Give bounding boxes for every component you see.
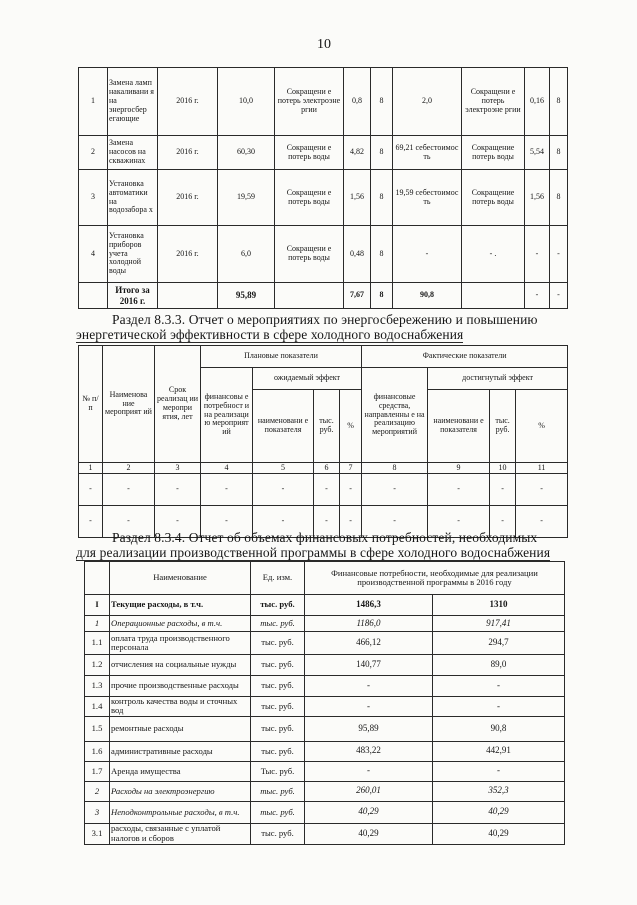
- payback: 8: [371, 68, 393, 136]
- financial-needs-table: [84, 561, 565, 845]
- total-fact-payback: -: [550, 283, 568, 309]
- table-row: [85, 761, 565, 781]
- row-fact-value: 40,29: [433, 801, 565, 823]
- row-name: ремонтные расходы: [110, 716, 251, 741]
- row-number: 2: [79, 136, 108, 170]
- heading-line-2: для реализации производственной программы в сфере холодного водоснабжения: [76, 545, 551, 560]
- total-value: 7,67: [344, 283, 371, 309]
- table-row: - - - - - - - - - - -: [79, 506, 568, 538]
- row-plan-value: 140,77: [305, 655, 433, 676]
- row-fact-value: -: [433, 676, 565, 697]
- row-number: 3: [79, 170, 108, 226]
- fact-value: -: [525, 226, 550, 283]
- value: 4,82: [344, 136, 371, 170]
- row-unit: Тыс. руб.: [251, 761, 305, 781]
- row-name: Операционные расходы, в т.ч.: [110, 616, 251, 632]
- column-numbers-row: 1 2 3 4 5 6 7 8 9 10 11: [79, 463, 568, 474]
- payback: 8: [371, 170, 393, 226]
- section-heading-8-3-3-line2: [76, 328, 463, 343]
- year: 2016 г.: [158, 136, 218, 170]
- row-unit: тыс. руб.: [251, 697, 305, 717]
- row-plan-value: 40,29: [305, 801, 433, 823]
- row-name: отчисления на социальные нужды: [110, 655, 251, 676]
- header-financial-needs: Финансовые потребности, необходимые для реализации производственной программы в 2016 году: [305, 562, 565, 595]
- fact-cost: 19,59 себестоимос ть: [393, 170, 462, 226]
- page-number: 10: [317, 37, 331, 52]
- row-name: Расходы на электроэнергию: [110, 781, 251, 801]
- row-fact-value: -: [433, 697, 565, 717]
- measure-name: Установка автоматики на водозабора х: [108, 170, 158, 226]
- row-unit: тыс. руб.: [251, 595, 305, 616]
- row-name: прочие производственные расходы: [110, 676, 251, 697]
- measure-name: Замена насосов на скважинах: [108, 136, 158, 170]
- value: 0,48: [344, 226, 371, 283]
- table-row: [79, 68, 568, 136]
- fact-cost: 69,21 себестоимос ть: [393, 136, 462, 170]
- year: 2016 г.: [158, 170, 218, 226]
- payback: 8: [371, 136, 393, 170]
- row-plan-value: -: [305, 761, 433, 781]
- measure-name: Установка приборов учета холодной воды: [108, 226, 158, 283]
- table-row: [85, 801, 565, 823]
- table-row: [85, 823, 565, 844]
- row-fact-value: 40,29: [433, 823, 565, 844]
- section-heading-8-3-4: [112, 531, 537, 545]
- measures-table: [78, 67, 568, 309]
- row-number: 1.7: [85, 761, 110, 781]
- header-unit: Ед. изм.: [251, 562, 305, 595]
- year: 2016 г.: [158, 68, 218, 136]
- table-row: [79, 136, 568, 170]
- row-plan-value: 466,12: [305, 632, 433, 655]
- row-number: 4: [79, 226, 108, 283]
- row-fact-value: 352,3: [433, 781, 565, 801]
- row-number: 1.1: [85, 632, 110, 655]
- section-heading-8-3-3: [112, 313, 538, 327]
- table-row: [79, 170, 568, 226]
- row-plan-value: -: [305, 676, 433, 697]
- row-unit: тыс. руб.: [251, 655, 305, 676]
- total-label: Итого за 2016 г.: [108, 283, 158, 309]
- row-unit: тыс. руб.: [251, 781, 305, 801]
- row-name: Текущие расходы, в т.ч.: [110, 595, 251, 616]
- header-plan: Плановые показатели: [201, 346, 362, 368]
- table-row: [85, 781, 565, 801]
- effect: Сокращени е потерь электроэне ргии: [275, 68, 344, 136]
- fact-cost: 2,0: [393, 68, 462, 136]
- table-row: [85, 741, 565, 761]
- fact-cost: -: [393, 226, 462, 283]
- row-plan-value: 1186,0: [305, 616, 433, 632]
- row-fact-value: 1310: [433, 595, 565, 616]
- header-indicator: наименовани е показателя: [253, 390, 314, 463]
- table-row: [85, 676, 565, 697]
- row-number: 1: [79, 68, 108, 136]
- total-row: [79, 283, 568, 309]
- effect: Сокращени е потерь воды: [275, 170, 344, 226]
- table-row: [79, 226, 568, 283]
- effect: Сокращени е потерь воды: [275, 226, 344, 283]
- row-number: 1.5: [85, 716, 110, 741]
- row-number: 1.4: [85, 697, 110, 717]
- table-row: [85, 616, 565, 632]
- cost: 60,30: [218, 136, 275, 170]
- row-name: административные расходы: [110, 741, 251, 761]
- fact-payback: -: [550, 226, 568, 283]
- header-pct: %: [340, 390, 362, 463]
- row-unit: тыс. руб.: [251, 801, 305, 823]
- row-name: расходы, связанные с уплатой налогов и сборов: [110, 823, 251, 844]
- fact-value: 0,16: [525, 68, 550, 136]
- fact-effect: Сокращение потерь воды: [462, 170, 525, 226]
- row-plan-value: 260,01: [305, 781, 433, 801]
- row-name: Аренда имущества: [110, 761, 251, 781]
- row-plan-value: 95,89: [305, 716, 433, 741]
- header-achieved: достигнутый эффект: [428, 368, 568, 390]
- cost: 19,59: [218, 170, 275, 226]
- row-unit: тыс. руб.: [251, 823, 305, 844]
- energy-measures-report-table: [78, 345, 568, 538]
- fact-value: 1,56: [525, 170, 550, 226]
- table-row: [85, 655, 565, 676]
- row-fact-value: 90,8: [433, 716, 565, 741]
- row-number: 3.1: [85, 823, 110, 844]
- row-number: 2: [85, 781, 110, 801]
- fact-effect: Сокращение потерь воды: [462, 136, 525, 170]
- total-payback: 8: [371, 283, 393, 309]
- header-term: Срок реализац ии меропри ятия, лет: [155, 346, 201, 463]
- row-fact-value: -: [433, 761, 565, 781]
- row-name: контроль качества воды и сточных вод: [110, 697, 251, 717]
- header-ths-2: тыс. руб.: [490, 390, 516, 463]
- header-name: Наименова ние мероприят ий: [103, 346, 155, 463]
- heading-line-2: энергетической эффективности в сфере холодного водоснабжения: [76, 327, 464, 342]
- row-plan-value: -: [305, 697, 433, 717]
- payback: 8: [371, 226, 393, 283]
- table-row: - - - - - - - - - - -: [79, 474, 568, 506]
- row-number: I: [85, 595, 110, 616]
- heading-line-1: Раздел 8.3.3. Отчет о мероприятиях по энергосбережению и повышению: [112, 312, 538, 327]
- row-number: 1.2: [85, 655, 110, 676]
- row-fact-value: 442,91: [433, 741, 565, 761]
- row-unit: тыс. руб.: [251, 716, 305, 741]
- row-unit: тыс. руб.: [251, 676, 305, 697]
- row-number: 1.3: [85, 676, 110, 697]
- table-row: [85, 632, 565, 655]
- fact-payback: 8: [550, 68, 568, 136]
- table-row: [85, 697, 565, 717]
- row-number: 3: [85, 801, 110, 823]
- fact-value: 5,54: [525, 136, 550, 170]
- cost: 6,0: [218, 226, 275, 283]
- row-name: Неподконтрольные расходы, в т.ч.: [110, 801, 251, 823]
- row-name: оплата труда производственного персонала: [110, 632, 251, 655]
- header-fin-means: финансовые средства, направленны е на реализацию мероприятий: [362, 368, 428, 463]
- year: 2016 г.: [158, 226, 218, 283]
- fact-effect: - .: [462, 226, 525, 283]
- row-fact-value: 917,41: [433, 616, 565, 632]
- fact-payback: 8: [550, 136, 568, 170]
- row-unit: тыс. руб.: [251, 616, 305, 632]
- row-unit: тыс. руб.: [251, 741, 305, 761]
- total-cost: 95,89: [218, 283, 275, 309]
- heading-line-1: Раздел 8.3.4. Отчет об объемах финансовых потребностей, необходимых: [112, 530, 538, 545]
- header-ths: тыс. руб.: [314, 390, 340, 463]
- effect: Сокращени е потерь воды: [275, 136, 344, 170]
- header-num: № п/ п: [79, 346, 103, 463]
- table-row: [85, 595, 565, 616]
- section-heading-8-3-4-line2: [76, 546, 550, 561]
- row-fact-value: 89,0: [433, 655, 565, 676]
- row-plan-value: 1486,3: [305, 595, 433, 616]
- header-fin-need: финансовы е потребност и на реализаци ю мероприят ий: [201, 368, 253, 463]
- row-number: 1.6: [85, 741, 110, 761]
- total-fact-cost: 90,8: [393, 283, 462, 309]
- row-fact-value: 294,7: [433, 632, 565, 655]
- header-indicator-2: наименовани е показателя: [428, 390, 490, 463]
- total-fact-value: -: [525, 283, 550, 309]
- header-pct-2: %: [516, 390, 568, 463]
- row-plan-value: 40,29: [305, 823, 433, 844]
- value: 0,8: [344, 68, 371, 136]
- row-unit: тыс. руб.: [251, 632, 305, 655]
- cost: 10,0: [218, 68, 275, 136]
- table-row: [85, 716, 565, 741]
- fact-effect: Сокращени е потерь электроэне ргии: [462, 68, 525, 136]
- header-name: Наименование: [110, 562, 251, 595]
- fact-payback: 8: [550, 170, 568, 226]
- row-number: 1: [85, 616, 110, 632]
- row-plan-value: 483,22: [305, 741, 433, 761]
- value: 1,56: [344, 170, 371, 226]
- header-expected: ожидаемый эффект: [253, 368, 362, 390]
- measure-name: Замена ламп накаливани я на энергосбер егающие: [108, 68, 158, 136]
- header-fact: Фактические показатели: [362, 346, 568, 368]
